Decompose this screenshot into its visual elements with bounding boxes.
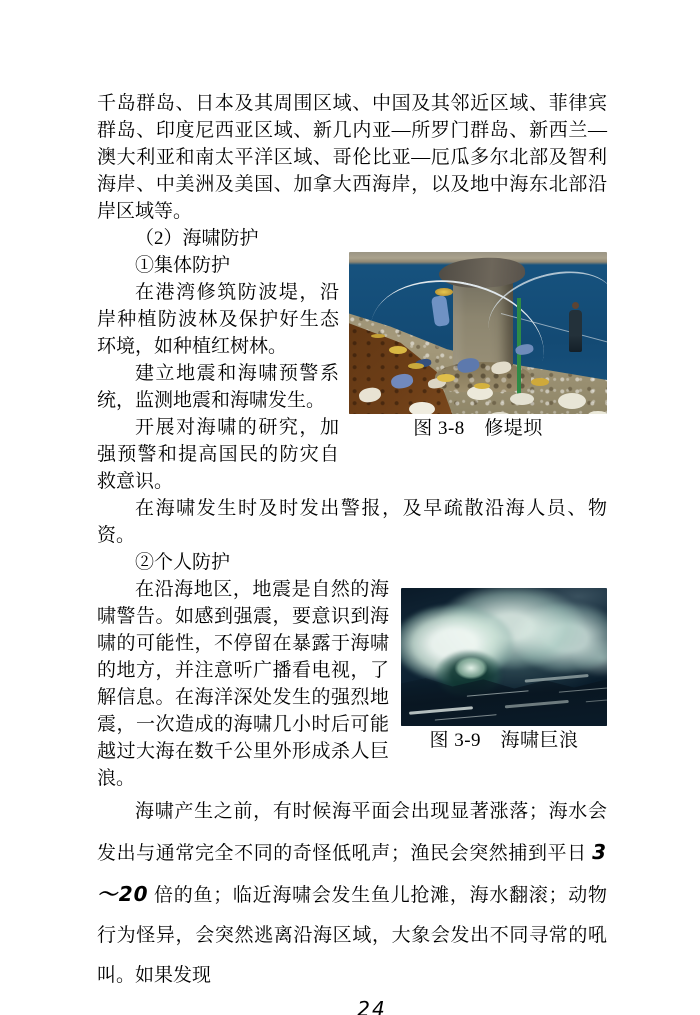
paragraph-research: 开展对海啸的研究，加强预警和提高国民的防灾自救意识。 — [97, 417, 339, 492]
signs-text-before: 海啸产生之前，有时候海平面会出现显著涨落；海水会发出与通常完全不同的奇怪低吼声；渔民会突然捕到平日 — [97, 801, 607, 864]
figure-3-9-caption: 图 3-9 海啸巨浪 — [429, 730, 579, 751]
green-pole-art — [517, 298, 521, 402]
paragraph-tsunami-signs — [97, 792, 607, 996]
paragraph-tsunami-regions: 千岛群岛、日本及其周围区域、中国及其邻近区域、菲律宾群岛、印度尼西亚区域、新几内亚—所罗门群岛、新西兰—澳大利亚和南太平洋区域、哥伦比亚—厄瓜多尔北部及智利海岸、中美洲及美国、加拿大西海岸，以及地中海东北部沿岸区域等。 — [97, 93, 607, 222]
figure-3-9 — [401, 588, 607, 753]
photo-tsunami-wave — [401, 588, 607, 726]
figure-3-8 — [349, 252, 607, 441]
heading-tsunami-protection: （2）海啸防护 — [135, 228, 259, 249]
text-flow — [97, 90, 607, 1015]
paragraph-warning-system: 建立地震和海啸预警系统，监测地震和海啸发生。 — [97, 363, 339, 411]
straw-hats-art — [435, 288, 453, 296]
page-number: 24 — [357, 997, 387, 1015]
heading-collective-protection: ①集体防护 — [135, 255, 231, 276]
signs-text-after: 倍的鱼；临近海啸会发生鱼儿抢滩，海水翻滚；动物行为怪异，会突然逃离沿海区域，大象会发出不同寻常的吼叫。如果发现 — [97, 885, 607, 986]
paragraph-evacuation: 在海啸发生时及时发出警报，及早疏散沿海人员、物资。 — [97, 498, 607, 546]
standing-man-art — [569, 310, 582, 352]
paragraph-breakwater: 在港湾修筑防波堤，沿岸种植防波林及保护好生态环境，如种植红树林。 — [97, 282, 339, 357]
heading-personal-protection: ②个人防护 — [135, 552, 231, 573]
fish-multiple-range: 3～20 — [97, 840, 607, 906]
photo-dike-construction — [349, 252, 607, 414]
paragraph-personal-advice: 在沿海地区，地震是自然的海啸警告。如感到强震，要意识到海啸的可能性，不停留在暴露于海啸的地方，并注意听广播看电视，了解信息。在海洋深处发生的强烈地震，一次造成的海啸几小时后可能越过大海在数千公里外形成杀人巨浪。 — [97, 579, 389, 789]
sandbags-art — [467, 386, 493, 400]
figure-3-8-caption: 图 3-8 修堤坝 — [413, 418, 543, 439]
